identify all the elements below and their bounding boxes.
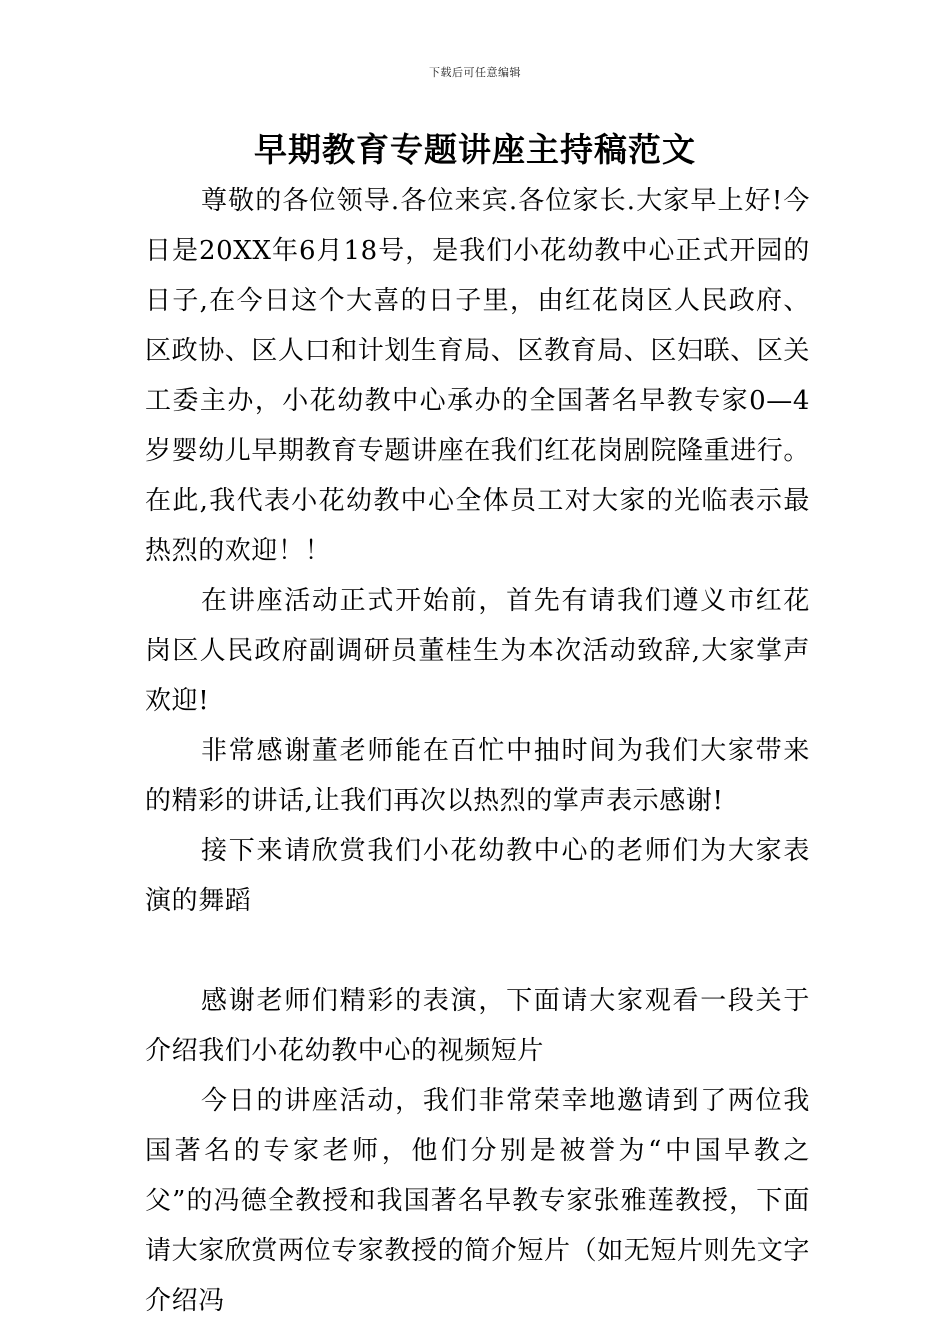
document-title: 早期教育专题讲座主持稿范文 <box>254 130 696 169</box>
paragraph-experts: 今日的讲座活动，我们非常荣幸地邀请到了两位我国著名的专家老师，他们分别是被誉为“中国早教之父”的冯德全教授和我国著名早教专家张雅莲教授，下面请大家欣赏两位专家教授的简介短片（如无短片则先文字介绍冯 <box>145 1086 811 1316</box>
paragraph-video: 感谢老师们精彩的表演，下面请大家观看一段关于介绍我们小花幼教中心的视频短片 <box>145 986 810 1066</box>
paragraph-opening: 尊敬的各位领导.各位来宾.各位家长.大家早上好!今日是20XX年6月18号，是我们小花幼教中心正式开园的日子,在今日这个大喜的日子里，由红花岗区人民政府、区政协、区人口和计划生育局、区教育局、区妇联、区关工委主办，小花幼教中心承办的全国著名早教专家0—4岁婴幼儿早期教育专题讲座在我们红花岗剧院隆重进行。在此,我代表小花幼教中心全体员工对大家的光临表示最热烈的欢迎！！ <box>145 186 811 566</box>
paragraph-dance: 接下来请欣赏我们小花幼教中心的老师们为大家表演的舞蹈 <box>145 836 810 916</box>
document-body <box>145 176 810 1326</box>
header-note: 下载后可任意编辑 <box>429 66 521 79</box>
paragraph-speech-invite: 在讲座活动正式开始前，首先有请我们遵义市红花岗区人民政府副调研员董桂生为本次活动致辞,大家掌声欢迎! <box>145 586 810 716</box>
paragraph-thanks: 非常感谢董老师能在百忙中抽时间为我们大家带来的精彩的讲话,让我们再次以热烈的掌声表示感谢! <box>145 736 810 816</box>
